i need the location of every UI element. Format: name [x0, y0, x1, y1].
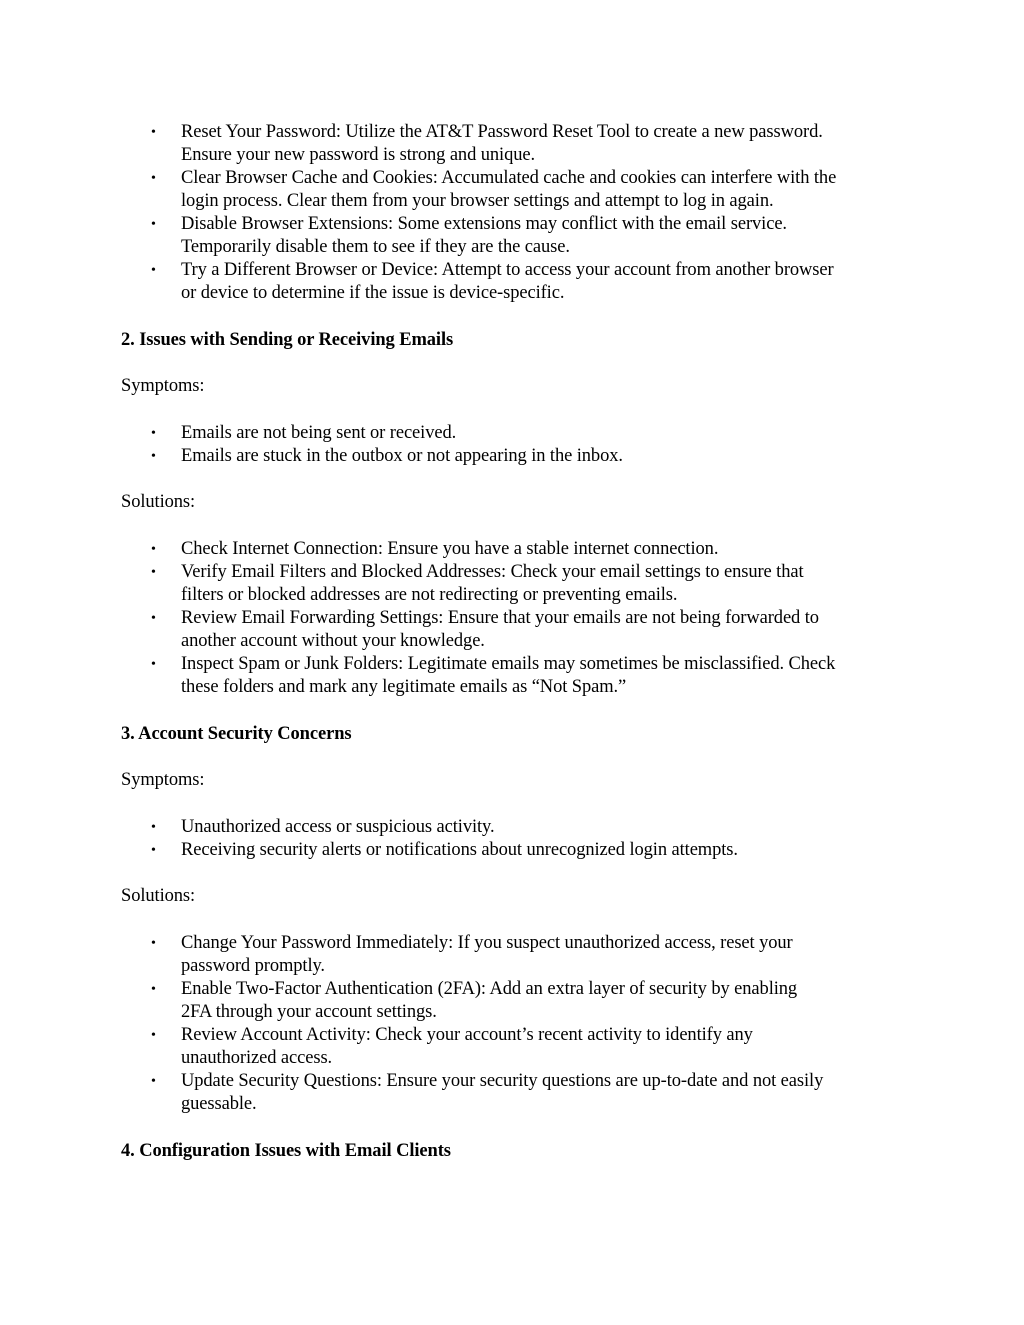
list-item-text: Update Security Questions: Ensure your security questions are up-to-date and not easily	[181, 1071, 824, 1091]
list-item-text: these folders and mark any legitimate emails as “Not Spam.”	[181, 677, 627, 697]
list-item-text: Reset Your Password: Utilize the AT&T Password Reset Tool to create a new password.	[181, 122, 823, 142]
list-item-text: Review Account Activity: Check your account’s recent activity to identify any	[181, 1025, 753, 1045]
bullet-icon: •	[151, 449, 156, 464]
list-item-text: filters or blocked addresses are not redirecting or preventing emails.	[181, 585, 678, 605]
list-item-text: Review Email Forwarding Settings: Ensure that your emails are not being forwarded to	[181, 608, 819, 628]
list-item-text: guessable.	[181, 1094, 257, 1114]
list-item-text: Try a Different Browser or Device: Attempt to access your account from another browser	[181, 260, 834, 280]
list-item-text: Unauthorized access or suspicious activity.	[181, 817, 495, 837]
list-item-text: Emails are stuck in the outbox or not appearing in the inbox.	[181, 446, 623, 466]
symptoms-label: Symptoms:	[121, 376, 205, 396]
list-item-text: or device to determine if the issue is device-specific.	[181, 283, 565, 303]
bullet-icon: •	[151, 843, 156, 858]
symptoms-label: Symptoms:	[121, 770, 205, 790]
bullet-icon: •	[151, 657, 156, 672]
list-item-text: another account without your knowledge.	[181, 631, 485, 651]
list-item-text: password promptly.	[181, 956, 325, 976]
bullet-icon: •	[151, 611, 156, 626]
list-item-text: Check Internet Connection: Ensure you have a stable internet connection.	[181, 539, 719, 559]
bullet-icon: •	[151, 263, 156, 278]
list-item-text: Emails are not being sent or received.	[181, 423, 457, 443]
list-item-text: 2FA through your account settings.	[181, 1002, 437, 1022]
bullet-icon: •	[151, 171, 156, 186]
bullet-icon: •	[151, 125, 156, 140]
bullet-icon: •	[151, 542, 156, 557]
solutions-label: Solutions:	[121, 492, 196, 512]
list-item-text: Ensure your new password is strong and unique.	[181, 145, 536, 165]
bullet-icon: •	[151, 217, 156, 232]
list-item-text: Receiving security alerts or notifications about unrecognized login attempts.	[181, 840, 738, 860]
bullet-icon: •	[151, 565, 156, 580]
section-heading: 3. Account Security Concerns	[121, 724, 352, 744]
list-item-text: Clear Browser Cache and Cookies: Accumulated cache and cookies can interfere with the	[181, 168, 837, 188]
solutions-label: Solutions:	[121, 886, 196, 906]
list-item-text: Temporarily disable them to see if they are the cause.	[181, 237, 570, 257]
bullet-icon: •	[151, 426, 156, 441]
list-item-text: Inspect Spam or Junk Folders: Legitimate emails may sometimes be misclassified. Check	[181, 654, 836, 674]
list-item-text: Disable Browser Extensions: Some extensions may conflict with the email service.	[181, 214, 787, 234]
list-item-text: login process. Clear them from your browser settings and attempt to log in again.	[181, 191, 774, 211]
list-item-text: unauthorized access.	[181, 1048, 333, 1068]
list-item-text: Change Your Password Immediately: If you suspect unauthorized access, reset your	[181, 933, 793, 953]
bullet-icon: •	[151, 1028, 156, 1043]
section-heading: 4. Configuration Issues with Email Clients	[121, 1141, 451, 1161]
list-item-text: Enable Two-Factor Authentication (2FA): Add an extra layer of security by enabling	[181, 979, 798, 999]
bullet-icon: •	[151, 982, 156, 997]
section-heading: 2. Issues with Sending or Receiving Emails	[121, 330, 454, 350]
bullet-icon: •	[151, 1074, 156, 1089]
bullet-icon: •	[151, 820, 156, 835]
list-item-text: Verify Email Filters and Blocked Addresses: Check your email settings to ensure that	[181, 562, 804, 582]
bullet-icon: •	[151, 936, 156, 951]
